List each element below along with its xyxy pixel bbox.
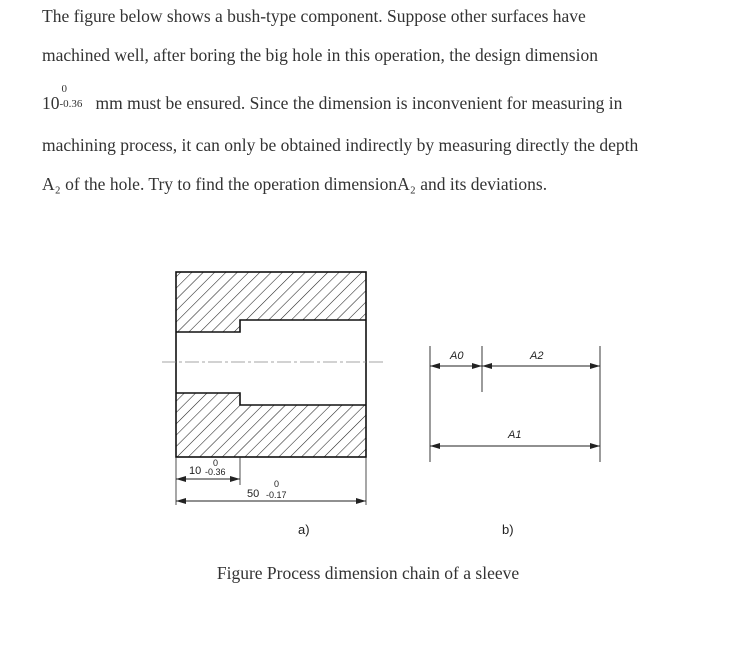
figure-b-label: b)	[502, 522, 514, 537]
figure-a-label: a)	[298, 522, 310, 537]
arrow-10-right	[230, 476, 240, 482]
hatch-step-bottom	[176, 393, 240, 405]
dim-10-upper: 0	[213, 458, 219, 468]
design-dimension-value: 10	[42, 93, 60, 113]
arrow-A1-left	[430, 443, 440, 449]
figure-caption: Figure Process dimension chain of a sleeve	[216, 563, 520, 583]
arrow-A2-right	[590, 363, 600, 369]
arrow-A1-right	[590, 443, 600, 449]
dim-10-value: 10	[189, 465, 202, 477]
hatch-step-top	[176, 320, 240, 332]
arrow-A2-left	[482, 363, 492, 369]
sleeve-part-drawing	[162, 272, 385, 505]
dim-50-lower: -0.17	[266, 490, 287, 500]
problem-line-1: The figure below shows a bush-type component. Suppose other surfaces have	[42, 6, 586, 26]
tolerance-lower: -0.36	[59, 98, 83, 110]
arrow-10-left	[176, 476, 186, 482]
hatch-top	[176, 272, 366, 320]
arrow-50-right	[356, 498, 366, 504]
arrow-A0-right	[472, 363, 482, 369]
dimension-chain	[430, 346, 600, 462]
problem-line-3-text: mm must be ensured. Since the dimension is inconvenient for measuring in	[95, 93, 623, 113]
problem-line-2: machined well, after boring the big hole in this operation, the design dimension	[42, 45, 598, 65]
arrow-50-left	[176, 498, 186, 504]
dim-50-value: 50	[247, 488, 260, 500]
hatch-bottom	[176, 405, 366, 457]
problem-line-4: machining process, it can only be obtained indirectly by measuring directly the depth	[42, 135, 639, 155]
arrow-A0-left	[430, 363, 440, 369]
dim-50-upper: 0	[274, 479, 280, 489]
dim-A1-label: A1	[508, 429, 522, 441]
dim-A2-label: A2	[530, 350, 544, 362]
problem-line-5: A₂ of the hole. Try to find the operation dimensionA₂ and its deviations.	[42, 174, 548, 194]
dim-A0-label: A0	[450, 350, 464, 362]
dim-10-lower: -0.36	[205, 467, 226, 477]
tolerance-upper: 0	[61, 83, 67, 95]
